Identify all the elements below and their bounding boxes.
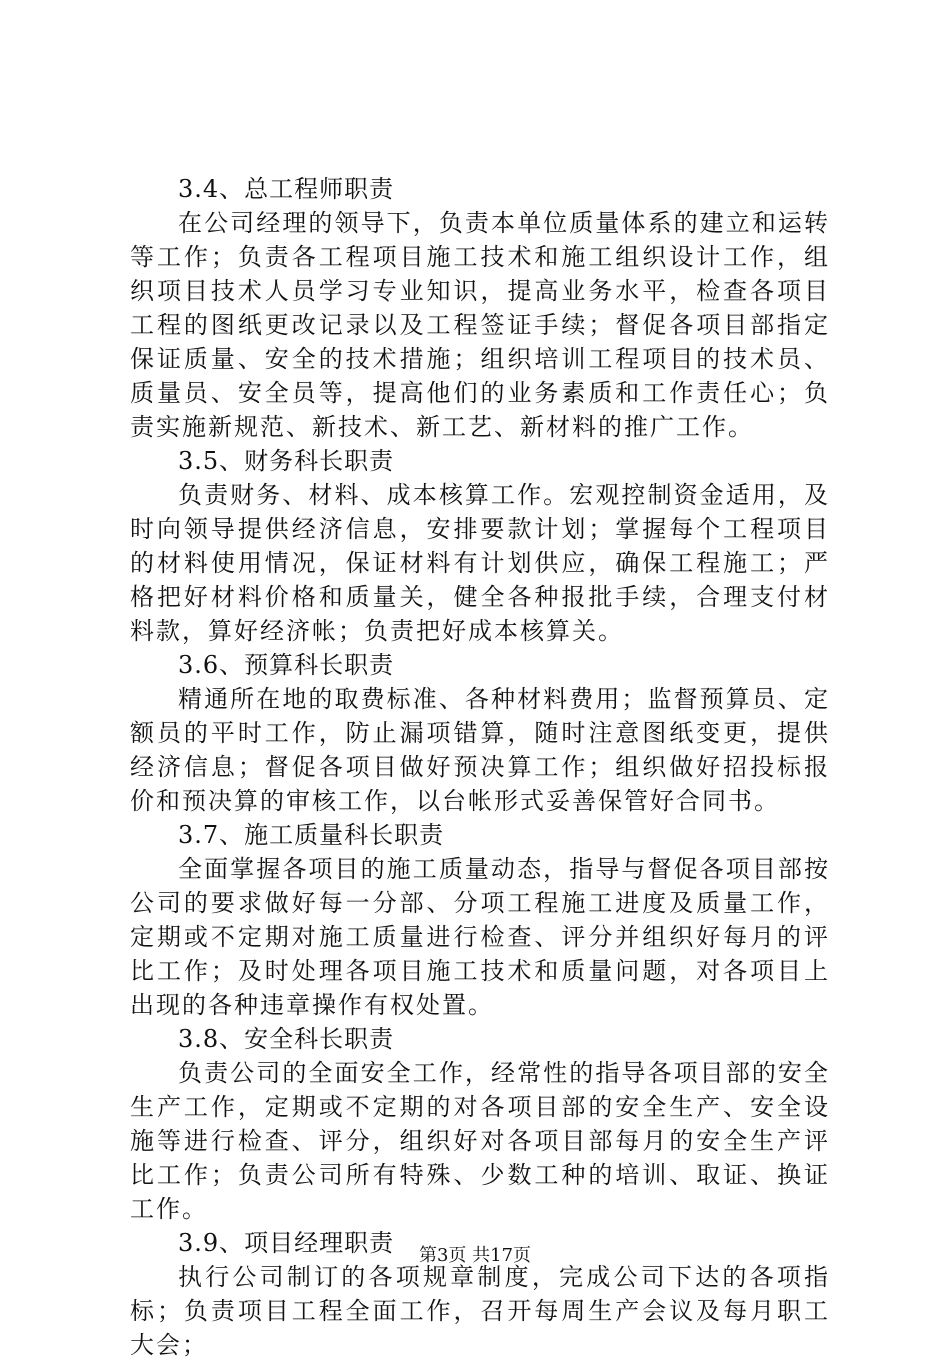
section-heading-3-7: 3.7、施工质量科长职责 [178, 821, 445, 849]
section-heading-3-5: 3.5、财务科长职责 [178, 447, 395, 475]
section-heading-3-6: 3.6、预算科长职责 [178, 651, 395, 679]
section-body-3-8: 负责公司的全面安全工作，经常性的指导各项目部的安全生产工作，定期或不定期的对各项目部的安全生产、安全设施等进行检查、评分，组织好对各项目部每月的安全生产评比工作；负责公司所有特殊、少数工种的培训、取证、换证工作。 [130, 1059, 830, 1223]
page-number-footer: 第3页 共17页 [418, 1245, 532, 1266]
section-body-3-5: 负责财务、材料、成本核算工作。宏观控制资金适用，及时向领导提供经济信息，安排要款计划；掌握每个工程项目的材料使用情况，保证材料有计划供应，确保工程施工；严格把好材料价格和质量关，健全各种报批手续，合理支付材料款，算好经济帐；负责把好成本核算关。 [130, 481, 830, 645]
section-body-3-4: 在公司经理的领导下，负责本单位质量体系的建立和运转等工作；负责各工程项目施工技术和施工组织设计工作，组织项目技术人员学习专业知识，提高业务水平，检查各项目工程的图纸更改记录以及工程签证手续；督促各项目部指定保证质量、安全的技术措施；组织培训工程项目的技术员、质量员、安全员等，提高他们的业务素质和工作责任心；负责实施新规范、新技术、新工艺、新材料的推广工作。 [130, 209, 830, 441]
section-heading-3-4: 3.4、总工程师职责 [178, 175, 395, 203]
document-body [130, 172, 830, 1362]
section-body-3-7: 全面掌握各项目的施工质量动态，指导与督促各项目部按公司的要求做好每一分部、分项工程施工进度及质量工作，定期或不定期对施工质量进行检查、评分并组织好每月的评比工作；及时处理各项目施工技术和质量问题，对各项目上出现的各种违章操作有权处置。 [130, 855, 830, 1019]
section-body-3-6: 精通所在地的取费标准、各种材料费用；监督预算员、定额员的平时工作，防止漏项错算，随时注意图纸变更，提供经济信息；督促各项目做好预决算工作；组织做好招投标报价和预决算的审核工作，以台帐形式妥善保管好合同书。 [130, 685, 830, 815]
section-heading-3-8: 3.8、安全科长职责 [178, 1025, 395, 1053]
section-body-3-9: 执行公司制订的各项规章制度，完成公司下达的各项指标；负责项目工程全面工作，召开每周生产会议及每月职工大会； [130, 1263, 830, 1359]
section-heading-3-9: 3.9、项目经理职责 [178, 1229, 395, 1257]
